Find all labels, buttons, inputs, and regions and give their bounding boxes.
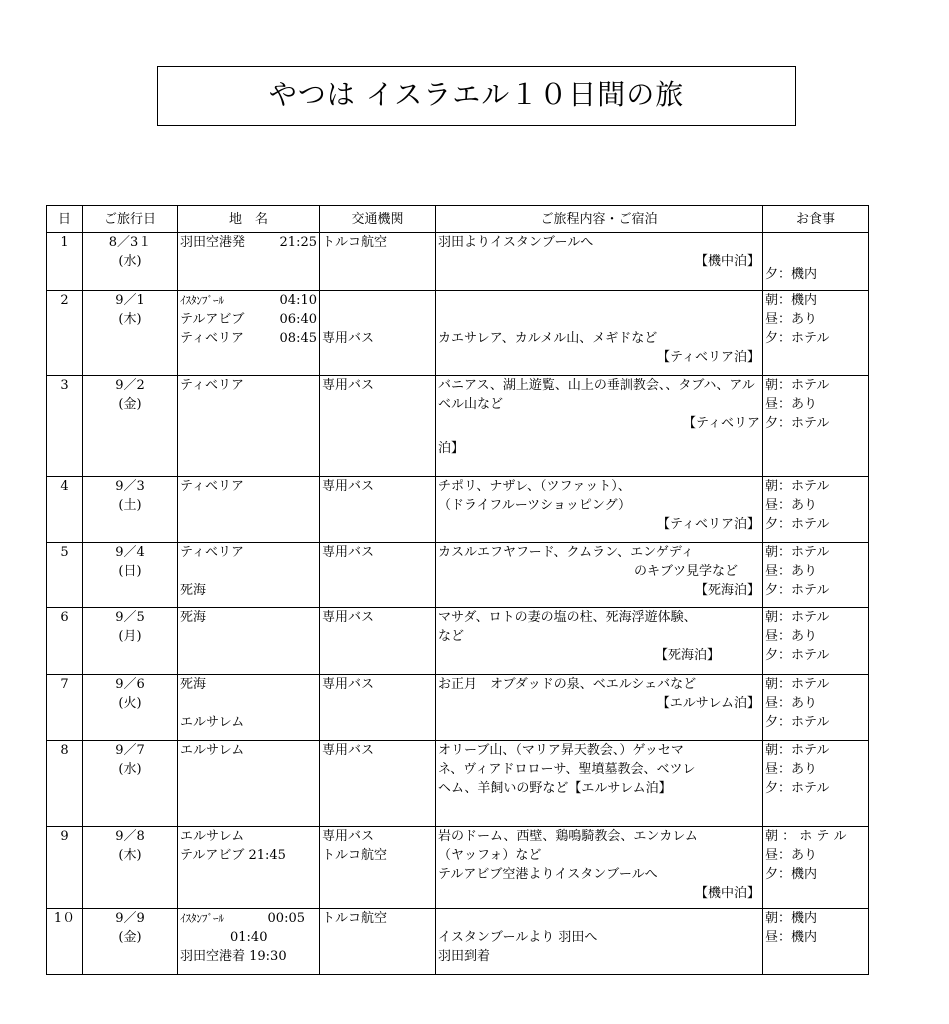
- place-time: 08:45: [279, 331, 317, 346]
- place-name: ｲｽﾀﾝﾌﾞｰﾙ: [180, 294, 224, 307]
- header-meals: お食事: [763, 206, 869, 233]
- meal: 朝：ホテル: [765, 545, 830, 560]
- date-cell: [83, 233, 178, 291]
- place-name: 死海: [180, 583, 207, 598]
- transport-cell: [320, 543, 436, 608]
- meal: 夕：ホテル: [765, 648, 830, 663]
- meals-cell: [763, 909, 869, 975]
- weekday: (木): [118, 848, 142, 863]
- date: 9／9: [115, 911, 145, 926]
- detail-line: 岩のドーム、西壁、鶏鳴騎教会、エンカレム: [438, 829, 698, 844]
- lodging: 【ティベリア泊】: [657, 517, 760, 532]
- lodging: 【エルサレム泊】: [656, 696, 760, 711]
- place-name: ティベリア: [180, 378, 244, 393]
- details-cell: [436, 608, 763, 675]
- transport-cell: [320, 741, 436, 827]
- header-place: 地 名: [178, 206, 320, 233]
- meal: 昼：あり: [765, 312, 818, 327]
- meal: 昼：あり: [765, 696, 818, 711]
- meals-cell: [763, 543, 869, 608]
- place-name: 羽田空港着 19:30: [180, 949, 287, 964]
- date: 9／8: [115, 829, 145, 844]
- transport: 専用バス: [322, 743, 375, 758]
- place-line: [180, 233, 317, 252]
- place-name: ティベリア: [180, 479, 244, 494]
- table-header-row: [47, 206, 869, 233]
- place-name: 死海: [180, 677, 207, 692]
- place-name: ティベリア: [180, 545, 244, 560]
- transport-cell: [320, 675, 436, 741]
- detail-line: （ドライフルーツショッピング）: [438, 498, 632, 513]
- day-cell: 5: [47, 543, 83, 608]
- weekday: (金): [118, 930, 142, 945]
- date: 9／5: [115, 610, 145, 625]
- place-name: テルアビブ 21:45: [180, 848, 286, 863]
- meal: 朝 ： ホ テ ル: [765, 829, 847, 844]
- meals-cell: [763, 608, 869, 675]
- details-cell: [436, 675, 763, 741]
- date: 9／1: [115, 293, 145, 308]
- detail-line: ヘム、羊飼いの野など【エルサレム泊】: [438, 781, 672, 796]
- meals-cell: [763, 376, 869, 477]
- place-time: 21:25: [279, 235, 317, 250]
- meal: 夕：ホテル: [765, 331, 830, 346]
- date: 9／6: [115, 677, 145, 692]
- meal: 夕：機内: [765, 867, 818, 882]
- lodging: 【機中泊】: [694, 254, 760, 269]
- details-cell: [436, 477, 763, 543]
- place-line: [180, 291, 317, 310]
- place-line: [180, 947, 317, 966]
- header-transport: 交通機関: [320, 206, 436, 233]
- detail-line: オリーブ山、（マリア昇天教会、）ゲッセマ: [438, 743, 684, 758]
- place-name: 死海: [180, 610, 207, 625]
- place-cell: [178, 543, 320, 608]
- table-row: [47, 477, 869, 543]
- date-cell: [83, 909, 178, 975]
- meal: 朝：ホテル: [765, 378, 830, 393]
- transport: 専用バス: [322, 479, 375, 494]
- table-row: [47, 827, 869, 909]
- place-name: 羽田空港発: [180, 235, 246, 250]
- date-cell: [83, 477, 178, 543]
- details-cell: [436, 233, 763, 291]
- meal: 昼：あり: [765, 498, 818, 513]
- date: 9／3: [115, 479, 145, 494]
- detail-line: バニアス、湖上遊覧、山上の垂訓教会、、タブハ、アルベル山など: [438, 378, 755, 412]
- detail-line: （ヤッフォ）など: [438, 848, 542, 863]
- meals-cell: [763, 827, 869, 909]
- details-cell: [436, 909, 763, 975]
- day-cell: 8: [47, 741, 83, 827]
- title-box: [157, 66, 796, 126]
- meal: 夕：ホテル: [765, 781, 830, 796]
- transport-cell: [320, 233, 436, 291]
- place-cell: [178, 291, 320, 376]
- detail-line: のキブツ見学など: [633, 564, 738, 579]
- place-cell: [178, 827, 320, 909]
- weekday: (土): [118, 498, 142, 513]
- details-cell: [436, 543, 763, 608]
- transport-cell: [320, 827, 436, 909]
- place-time: 04:10: [279, 293, 317, 308]
- place-cell: [178, 675, 320, 741]
- weekday: (金): [118, 397, 142, 412]
- meal: 昼：あり: [765, 762, 818, 777]
- day-cell: 9: [47, 827, 83, 909]
- details-cell: [436, 741, 763, 827]
- meals-cell: [763, 291, 869, 376]
- meal: 夕：ホテル: [765, 583, 830, 598]
- table-row: [47, 543, 869, 608]
- weekday: (火): [118, 696, 142, 711]
- meal: 昼：あり: [765, 848, 818, 863]
- lodging-cont: 泊】: [438, 441, 465, 456]
- date-cell: [83, 827, 178, 909]
- transport: トルコ航空: [322, 911, 388, 926]
- date-cell: [83, 543, 178, 608]
- transport: 専用バス: [322, 677, 375, 692]
- detail-line: 羽田到着: [438, 949, 491, 964]
- transport-cell: [320, 909, 436, 975]
- detail-line: など: [438, 629, 465, 644]
- detail-line: カスルエフヤフード、クムラン、エンゲディ: [438, 545, 694, 560]
- detail-line: マサダ、ロトの妻の塩の柱、死海浮遊体験、: [438, 610, 697, 625]
- detail-line: カエサレア、カルメル山、メギドなど: [438, 331, 658, 346]
- page-title: やつは イスラエル１０日間の旅: [268, 78, 685, 111]
- place-name: エルサレム: [180, 715, 245, 730]
- date: 9／4: [115, 545, 145, 560]
- weekday: (月): [118, 629, 142, 644]
- transport-cell: [320, 477, 436, 543]
- meals-cell: [763, 675, 869, 741]
- header-day: 日: [47, 206, 83, 233]
- meal: 昼：あり: [765, 564, 818, 579]
- meal: 夕：ホテル: [765, 517, 830, 532]
- table-row: [47, 608, 869, 675]
- meals-cell: [763, 233, 869, 291]
- transport: 専用バス: [322, 331, 375, 346]
- transport: 専用バス: [322, 545, 375, 560]
- table-row: [47, 233, 869, 291]
- day-cell: 6: [47, 608, 83, 675]
- weekday: (木): [118, 312, 142, 327]
- lodging: 【ティベリア泊】: [657, 350, 760, 365]
- place-name: テルアビブ: [180, 312, 245, 327]
- place-line: [180, 928, 317, 947]
- date: 9／2: [115, 378, 145, 393]
- detail-line: イスタンブールより 羽田へ: [438, 930, 598, 945]
- weekday: (水): [118, 762, 142, 777]
- table-row: [47, 675, 869, 741]
- day-cell: 4: [47, 477, 83, 543]
- details-cell: [436, 827, 763, 909]
- weekday: (日): [118, 564, 142, 579]
- table-row: [47, 741, 869, 827]
- date-cell: [83, 376, 178, 477]
- day-cell: 1０: [47, 909, 83, 975]
- date: 8／3１: [108, 235, 152, 250]
- transport: 専用バス: [322, 610, 375, 625]
- date-cell: [83, 675, 178, 741]
- meal: 夕：ホテル: [765, 715, 830, 730]
- meals-cell: [763, 741, 869, 827]
- place-name: エルサレム: [180, 829, 245, 844]
- transport-cell: [320, 291, 436, 376]
- date-cell: [83, 291, 178, 376]
- transport-cell: [320, 376, 436, 477]
- detail-line: お正月 オブダッドの泉、ベエルシェバなど: [438, 677, 697, 692]
- place-time: 01:40: [230, 930, 268, 945]
- place-time: 06:40: [279, 312, 317, 327]
- table-row: [47, 291, 869, 376]
- transport: 専用バス: [322, 829, 375, 844]
- meal: 朝：機内: [765, 911, 818, 926]
- date-cell: [83, 741, 178, 827]
- meal: 夕：ホテル: [765, 416, 830, 431]
- place-name: ｲｽﾀﾝﾌﾞｰﾙ: [180, 912, 224, 925]
- day-cell: 3: [47, 376, 83, 477]
- day-cell: 7: [47, 675, 83, 741]
- place-time: 00:05: [267, 911, 305, 926]
- meal: 朝：ホテル: [765, 479, 830, 494]
- detail-line: チポリ、ナザレ、（ツファット）、: [438, 479, 631, 494]
- meal: 夕：機内: [765, 267, 818, 282]
- meal: 朝：ホテル: [765, 743, 830, 758]
- itinerary-table: [46, 205, 869, 975]
- table-row: [47, 376, 869, 477]
- detail-line: 羽田よりイスタンブールへ: [438, 235, 594, 250]
- meal: 朝：ホテル: [765, 677, 830, 692]
- place-line: [180, 909, 317, 928]
- lodging: 【死海泊】: [654, 648, 720, 663]
- place-cell: [178, 477, 320, 543]
- details-cell: [436, 376, 763, 477]
- lodging: 【死海泊】: [694, 583, 760, 598]
- day-cell: 1: [47, 233, 83, 291]
- place-cell: [178, 233, 320, 291]
- weekday: (水): [118, 254, 142, 269]
- meals-cell: [763, 477, 869, 543]
- detail-line: テルアビブ空港よりイスタンブールへ: [438, 867, 658, 882]
- transport: トルコ航空: [322, 848, 388, 863]
- place-cell: [178, 608, 320, 675]
- transport: 専用バス: [322, 378, 375, 393]
- day-cell: 2: [47, 291, 83, 376]
- place-name: エルサレム: [180, 743, 245, 758]
- lodging: 【ティベリア: [683, 416, 760, 431]
- detail-line: ネ、ヴィアドロローサ、聖墳墓教会、ベツレ: [438, 762, 696, 777]
- table-row: [47, 909, 869, 975]
- transport-cell: [320, 608, 436, 675]
- place-cell: [178, 909, 320, 975]
- place-name: ティベリア: [180, 331, 244, 346]
- place-cell: [178, 376, 320, 477]
- meal: 朝：ホテル: [765, 610, 830, 625]
- place-cell: [178, 741, 320, 827]
- header-date: ご旅行日: [83, 206, 178, 233]
- date: 9／7: [115, 743, 145, 758]
- lodging: 【機中泊】: [694, 886, 760, 901]
- details-cell: [436, 291, 763, 376]
- meal: 昼：あり: [765, 397, 818, 412]
- meal: 昼：あり: [765, 629, 818, 644]
- transport: トルコ航空: [322, 235, 388, 250]
- meal: 朝：機内: [765, 293, 818, 308]
- header-details: ご旅程内容・ご宿泊: [436, 206, 763, 233]
- meal: 昼：機内: [765, 930, 818, 945]
- date-cell: [83, 608, 178, 675]
